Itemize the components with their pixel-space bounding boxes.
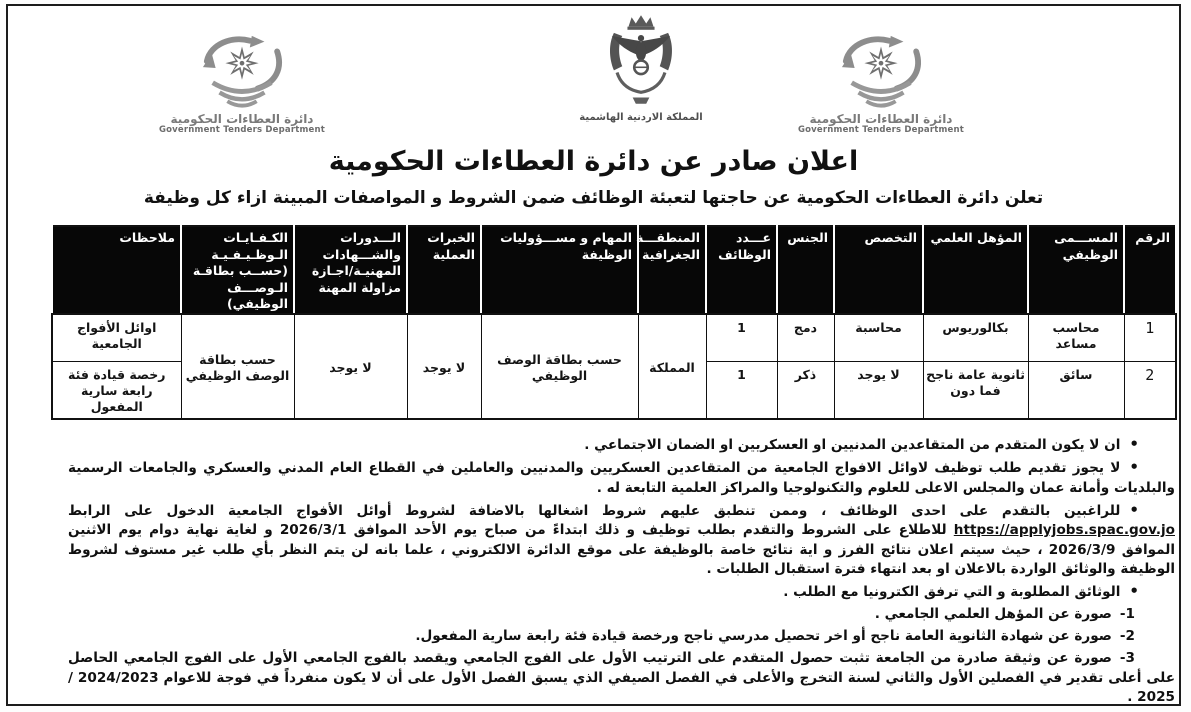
item-text: صورة عن المؤهل العلمي الجامعي . [874, 606, 1112, 622]
conditions-section [68, 435, 1175, 706]
gtd-emblem-icon [823, 28, 939, 112]
col-header-job-title: المســـمى الوظيفي [1028, 226, 1124, 314]
cell-qualification: ثانوية عامة ناجح فما دون [923, 361, 1028, 419]
bullet-icon: • [1129, 458, 1139, 476]
bullet-text: ان لا يكون المتقدم من المتقاعدين المدنيين او العسكريين او الضمان الاجتماعي . [584, 437, 1121, 453]
bullet-icon: • [1129, 500, 1139, 519]
bullet-text: الوثائق المطلوبة و التي ترفق الكترونيا مع الطلب . [783, 584, 1121, 600]
cell-notes: رخصة قيادة فئة رابعة سارية المفعول [52, 361, 181, 419]
jordan-coat-of-arms [551, 10, 731, 123]
item-text: صورة عن وثيقة صادرة من الجامعة تثبت حصول المتقدم على الترتيب الأول على الفوج الجامعي ويقصد بالفوج الجامعي الأول على الفوج الجامعي الحاصل على أعلى تقدير في الفصلين الأول والثاني لسنة التخرج والأعلى في الفصل الصيفي الذي يسبق الفصل الأول على أن لا يكون منفرداً في فوجة للاعوام 2024/2023 / 2025 . [68, 650, 1175, 705]
col-header-courses: الـــدورات والشـــهادات المهنيـة/اجـازة مزاولة المهنة [294, 226, 407, 314]
col-header-region: المنطقـــة الجغرافية [638, 226, 706, 314]
cell-region: المملكة [638, 314, 706, 419]
cell-specialization: لا يوجد [834, 361, 923, 419]
col-header-competencies: الكـفـايـات الـوظـيـفـيـة (حســب بطاقـة الـوصـــف الوظيفي) [181, 226, 294, 314]
gtd-logo-right [793, 28, 969, 136]
item-text: صورة عن شهادة الثانوية العامة ناجح أو اخر تحصيل مدرسي ناجح ورخصة قيادة فئة رابعة سارية المفعول. [415, 628, 1112, 644]
gtd-arabic-name: دائرة العطاءات الحكومية [809, 112, 953, 126]
cell-courses: لا يوجد [294, 314, 407, 419]
letterhead [8, 6, 1179, 142]
cell-notes: اوائل الأفواج الجامعية [52, 314, 181, 361]
gtd-arabic-name: دائرة العطاءات الحكومية [170, 112, 314, 126]
bullet-text: لا يجوز تقديم طلب توظيف لاوائل الافواج الجامعية من المتقاعدين العسكريين والمدنيين والعاملين في القطاع العام المدني والعسكري والجامعات الرسمية والبلديات وأمانة عمان والمجلس الاعلى للعلوم والتكنولوجيا والمراكز العلمية التابعة له . [68, 460, 1175, 496]
numbered-item [68, 605, 1175, 625]
gtd-logo-left [154, 28, 330, 136]
bullet-item [68, 582, 1175, 603]
bullet-icon: • [1129, 435, 1139, 453]
col-header-duties: المهام و مســـؤوليات الوظيفة [481, 226, 638, 314]
cell-specialization: محاسبة [834, 314, 923, 361]
cell-vacancies: 1 [706, 314, 777, 361]
col-header-number: الرقم [1124, 226, 1176, 314]
jordan-emblem-icon [578, 10, 704, 110]
col-header-vacancies: عـــدد الوظائف [706, 226, 777, 314]
numbered-item [68, 649, 1175, 706]
cell-vacancies: 1 [706, 361, 777, 419]
cell-competencies: حسب بطاقة الوصف الوظيفي [181, 314, 294, 419]
cell-gender: دمج [777, 314, 834, 361]
apply-url-link[interactable]: https://applyjobs.spac.gov.jo [953, 522, 1175, 538]
bullet-icon: • [1129, 582, 1139, 600]
bullet-text: للراغبين بالتقدم على احدى الوظائف ، وممن تنطبق عليهم شروط اشغالها بالاضافة لشروط أوائل الأفواج الجامعية الدخول على الرابط [68, 502, 1121, 519]
item-number: 1- [1119, 606, 1135, 622]
subtitle: تعلن دائرة العطاءات الحكومية عن حاجتها لتعبئة الوظائف ضمن الشروط و المواصفات المبينة ازاء كل وظيفة [143, 188, 1044, 208]
cell-qualification: بكالوريوس [923, 314, 1028, 361]
bullet-item [68, 458, 1175, 498]
numbered-item [68, 627, 1175, 647]
item-number: 3- [1119, 650, 1135, 666]
cell-experience: لا يوجد [407, 314, 481, 419]
cell-number: 2 [1124, 361, 1176, 419]
table-row [52, 314, 1176, 361]
item-number: 2- [1119, 628, 1135, 644]
col-header-gender: الجنس [777, 226, 834, 314]
col-header-specialization: التخصص [834, 226, 923, 314]
gtd-english-name: Government Tenders Department [797, 125, 965, 136]
kingdom-name: المملكة الاردنية الهاشمية [579, 112, 703, 123]
cell-job-title: سائق [1028, 361, 1124, 419]
table-header-row [52, 226, 1176, 314]
col-header-notes: ملاحظات [52, 226, 181, 314]
gtd-english-name: Government Tenders Department [158, 125, 326, 136]
gtd-emblem-icon [184, 28, 300, 112]
col-header-qualification: المؤهل العلمي [923, 226, 1028, 314]
cell-job-title: محاسب مساعد [1028, 314, 1124, 361]
cell-gender: ذكر [777, 361, 834, 419]
col-header-experience: الخبرات العملية [407, 226, 481, 314]
bullet-item-apply-instructions [68, 501, 1175, 580]
cell-number: 1 [1124, 314, 1176, 361]
bullet-item [68, 435, 1175, 456]
announcement-page [6, 4, 1181, 706]
bullet-text: للاطلاع على الشروط والتقدم بطلب توظيف و ذلك ابتداءً من صباح يوم الأحد الموافق 2026/3/1 و لغاية نهاية دوام يوم الاثنين الموافق 2026/3/9 ، حيث سيتم اعلان نتائج الفرز و اية نتائج خاصة بالوظيفة على موقع الدائرة الالكتروني ، علما بانه لن يتم النظر بأي طلب غير مستوف لشروط الوظيفة والوثائق الواردة بالاعلان او بعد انتهاء فترة استقبال الطلبات . [68, 522, 1176, 577]
cell-duties: حسب بطاقة الوصف الوظيفي [481, 314, 638, 419]
vacancies-table [51, 225, 1177, 420]
page-title: اعلان صادر عن دائرة العطاءات الحكومية [328, 146, 859, 177]
